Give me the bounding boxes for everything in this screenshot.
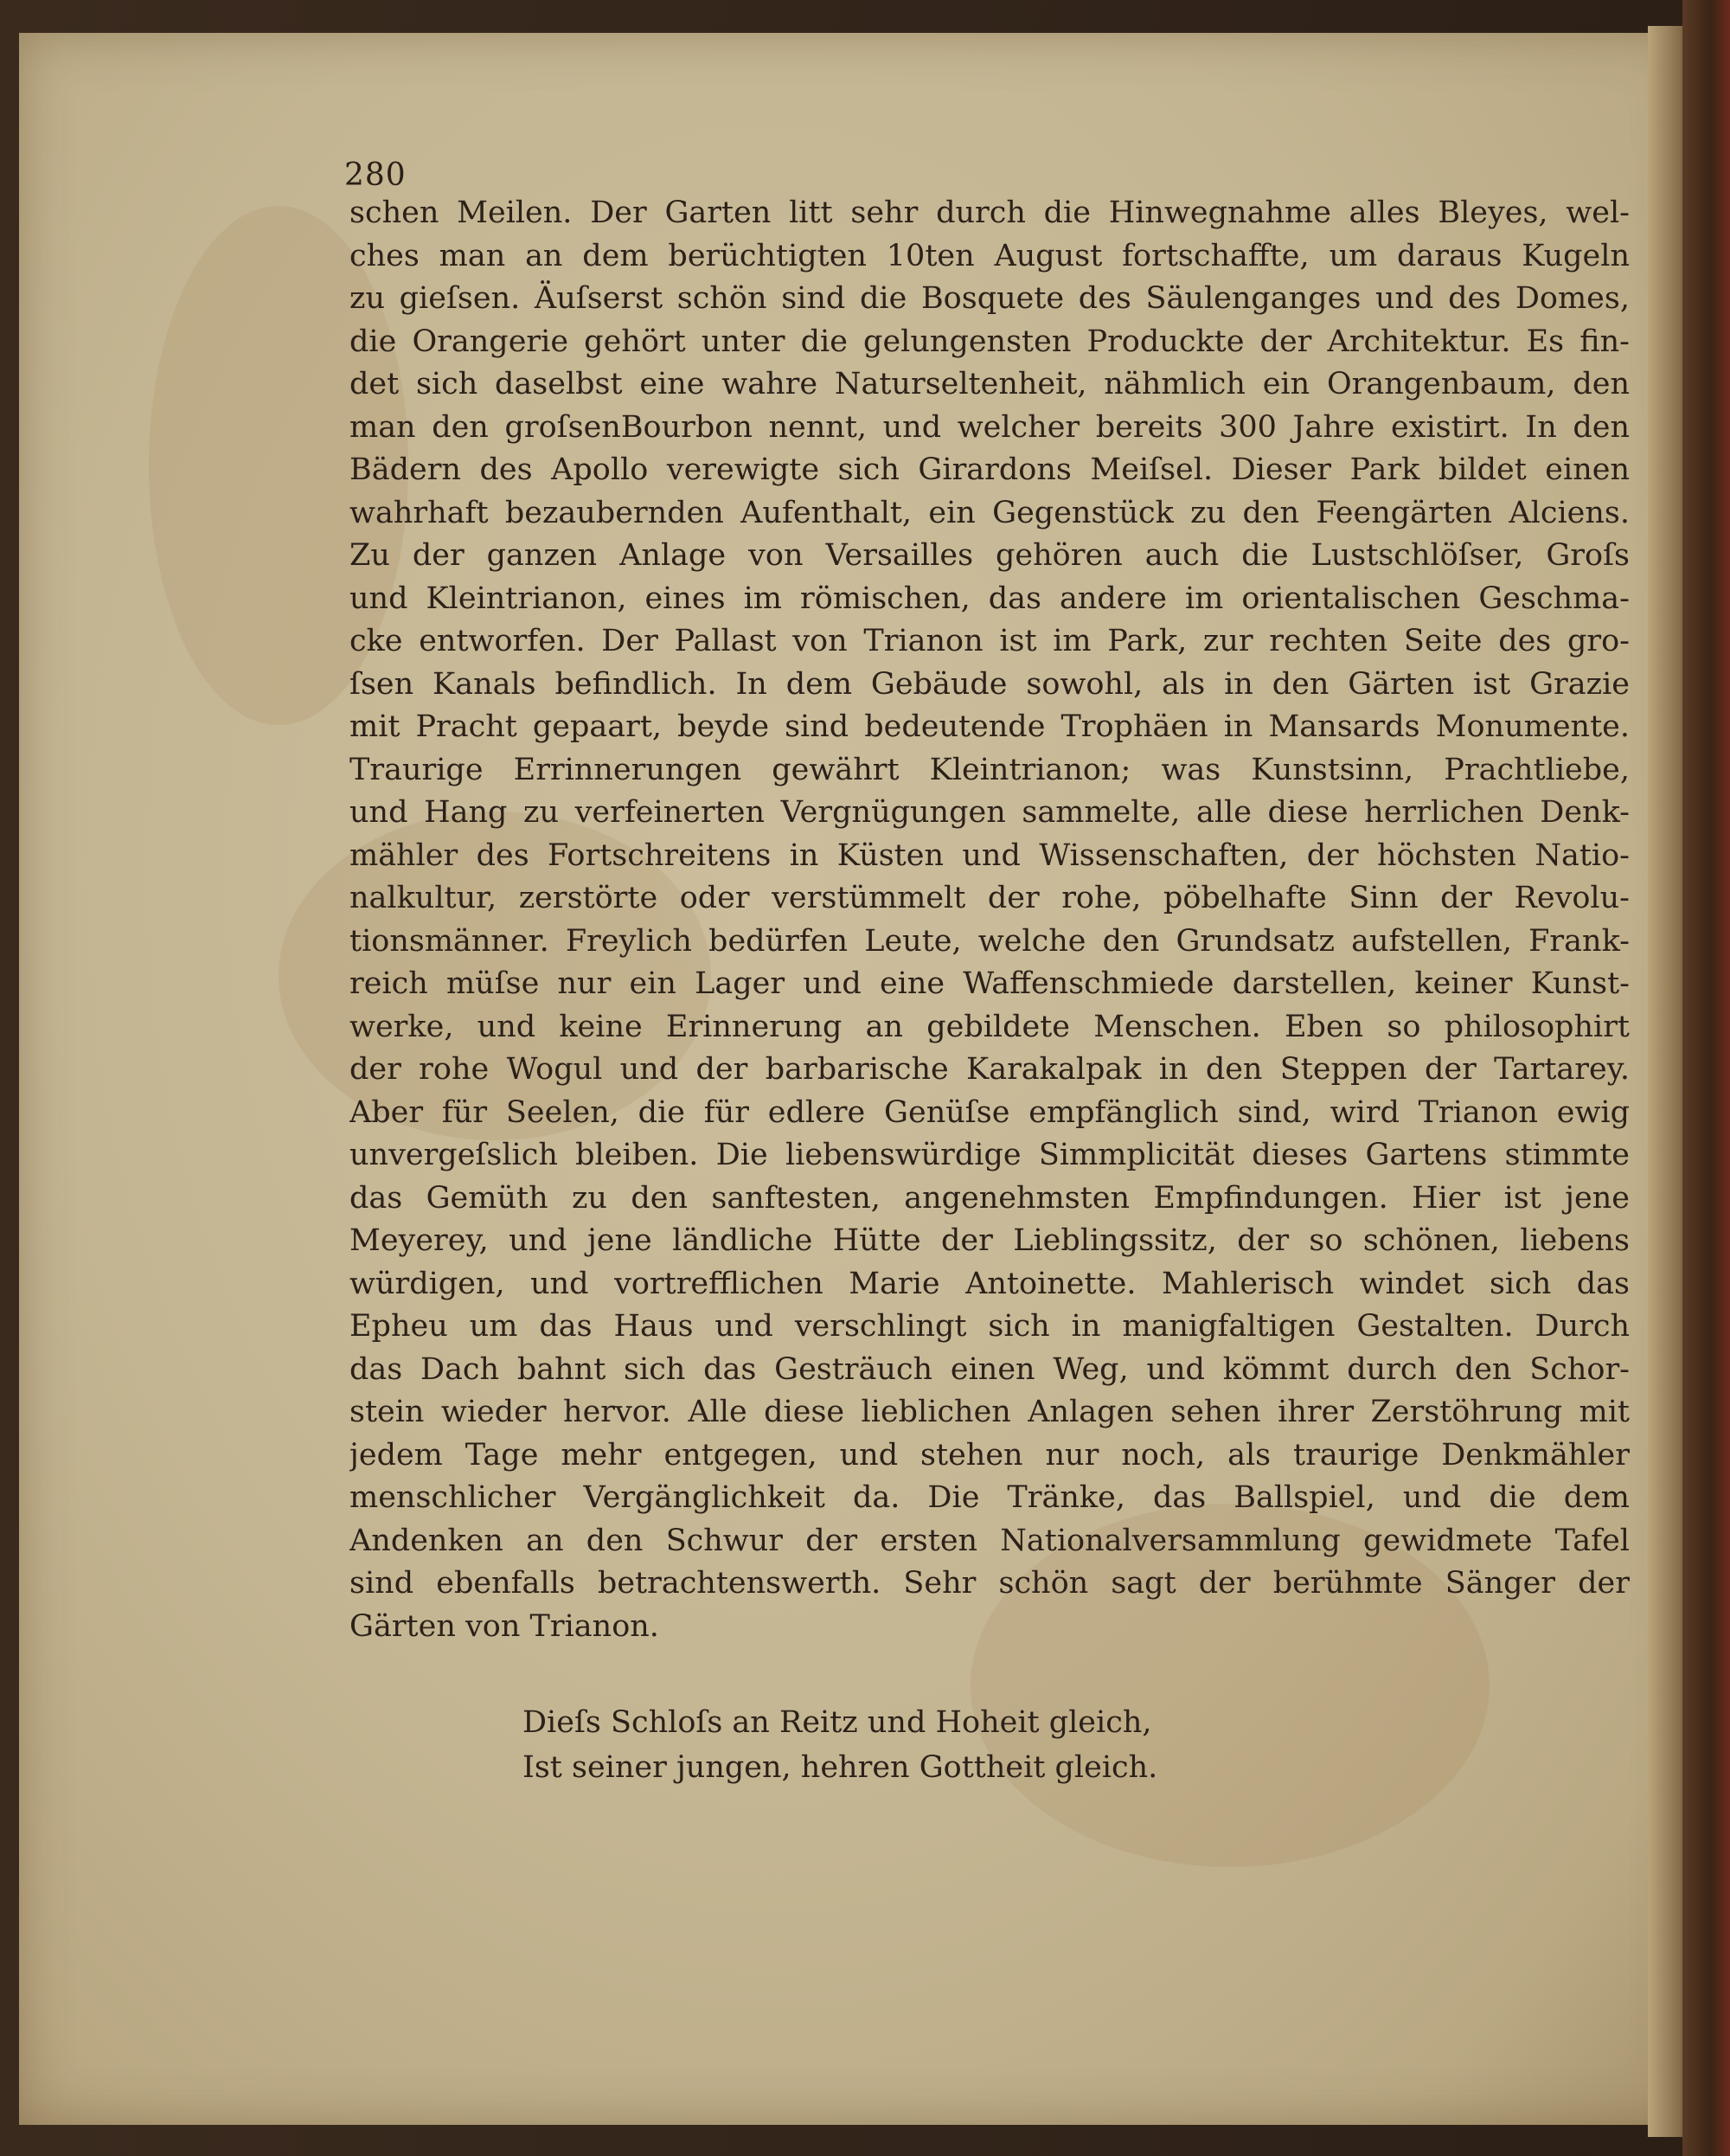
text-line: ches man an dem berüchtigten 10ten August fortschaffte, um daraus Kugeln <box>349 238 1630 273</box>
text-line: sind ebenfalls betrachtenswerth. Sehr schön sagt der berühmte Sänger der <box>349 1566 1630 1601</box>
text-line: das Gemüth zu den sanftesten, angenehmsten Empfindungen. Hier ist jene <box>349 1180 1630 1216</box>
text-line: unvergeſslich bleiben. Die liebenswürdige Simmplicität dieses Gartens stimmte <box>349 1138 1630 1172</box>
text-line: würdigen, und vortrefflichen Marie Antoinette. Mahlerisch windet sich das <box>349 1266 1630 1301</box>
text-line: reich müſse nur ein Lager und eine Waffenschmiede darstellen, keiner Kunst- <box>349 966 1630 1001</box>
verse-quote <box>522 1700 1301 1790</box>
text-line: Andenken an den Schwur der ersten Nationalversammlung gewidmete Tafel <box>349 1523 1630 1558</box>
text-line: wahrhaft bezaubernden Aufenthalt, ein Gegenstück zu den Feengärten Alciens. <box>349 495 1630 530</box>
text-line: ſsen Kanals befindlich. In dem Gebäude sowohl, als in den Gärten ist Grazie <box>349 666 1630 702</box>
text-line: tionsmänner. Freylich bedürfen Leute, welche den Grundsatz aufstellen, Frank- <box>349 923 1630 959</box>
text-line: zu gieſsen. Äuſserst schön sind die Bosquete des Säulenganges und des Domes, <box>349 281 1630 316</box>
text-line: mähler des Fortschreitens in Küsten und Wissenschaften, der höchsten Natio- <box>349 837 1630 873</box>
text-line: stein wieder hervor. Alle diese lieblichen Anlagen sehen ihrer Zerstöhrung mit <box>349 1395 1630 1429</box>
text-line: cke entworfen. Der Pallast von Trianon ist im Park, zur rechten Seite des gro- <box>349 624 1630 658</box>
text-line: das Dach bahnt sich das Gesträuch einen Weg, und kömmt durch den Schor- <box>349 1351 1630 1387</box>
text-line: menschlicher Vergänglichkeit da. Die Tränke, das Ballspiel, und die dem <box>349 1480 1630 1515</box>
text-line: det sich daselbst eine wahre Naturseltenheit, nähmlich ein Orangenbaum, den <box>349 367 1630 401</box>
text-line: mit Pracht gepaart, beyde sind bedeutende Trophäen in Mansards Monumente. <box>349 709 1630 744</box>
body-text <box>349 192 1630 1648</box>
text-line: werke, und keine Erinnerung an gebildete Menschen. Eben so philosophirt <box>349 1009 1630 1044</box>
text-line: die Orangerie gehört unter die gelungensten Produckte der Architektur. Es fin- <box>349 324 1630 359</box>
text-line: Meyerey, und jene ländliche Hütte der Lieblingssitz, der so schönen, liebens <box>349 1223 1630 1258</box>
text-line: nalkultur, zerstörte oder verstümmelt der rohe, pöbelhafte Sinn der Revolu- <box>349 881 1630 915</box>
text-line: Bädern des Apollo verewigte sich Girardons Meiſsel. Dieser Park bildet einen <box>349 452 1630 487</box>
book-spine-edge <box>1682 0 1730 2156</box>
text-line: Epheu um das Haus und verschlingt sich in manigfaltigen Gestalten. Durch <box>349 1309 1630 1344</box>
text-line: Gärten von Trianon. <box>349 1608 659 1644</box>
text-line: Zu der ganzen Anlage von Versailles gehören auch die Lustschlöſser, Groſs <box>349 538 1630 573</box>
text-line: der rohe Wogul und der barbarische Karakalpak in den Steppen der Tartarey. <box>349 1052 1630 1087</box>
text-line: man den groſsenBourbon nennt, und welcher bereits 300 Jahre existirt. In den <box>349 409 1630 445</box>
verse-line: Ist seiner jungen, hehren Gottheit gleich. <box>522 1750 1158 1785</box>
page-number: 280 <box>344 157 407 193</box>
text-line: Aber für Seelen, die für edlere Genüſse empfänglich sind, wird Trianon ewig <box>349 1094 1630 1130</box>
text-line: Traurige Errinnerungen gewährt Kleintrianon; was Kunstsinn, Prachtliebe, <box>349 752 1630 787</box>
verse-line: Dieſs Schloſs an Reitz und Hoheit gleich, <box>522 1705 1152 1740</box>
text-line: schen Meilen. Der Garten litt sehr durch die Hinwegnahme alles Bleyes, wel- <box>349 196 1630 230</box>
text-line: und Kleintrianon, eines im römischen, das andere im orientalischen Geschma- <box>349 581 1630 616</box>
text-line: jedem Tage mehr entgegen, und stehen nur noch, als traurige Denkmähler <box>349 1437 1630 1473</box>
text-line: und Hang zu verfeinerten Vergnügungen sammelte, alle diese herrlichen Denk- <box>349 795 1630 830</box>
